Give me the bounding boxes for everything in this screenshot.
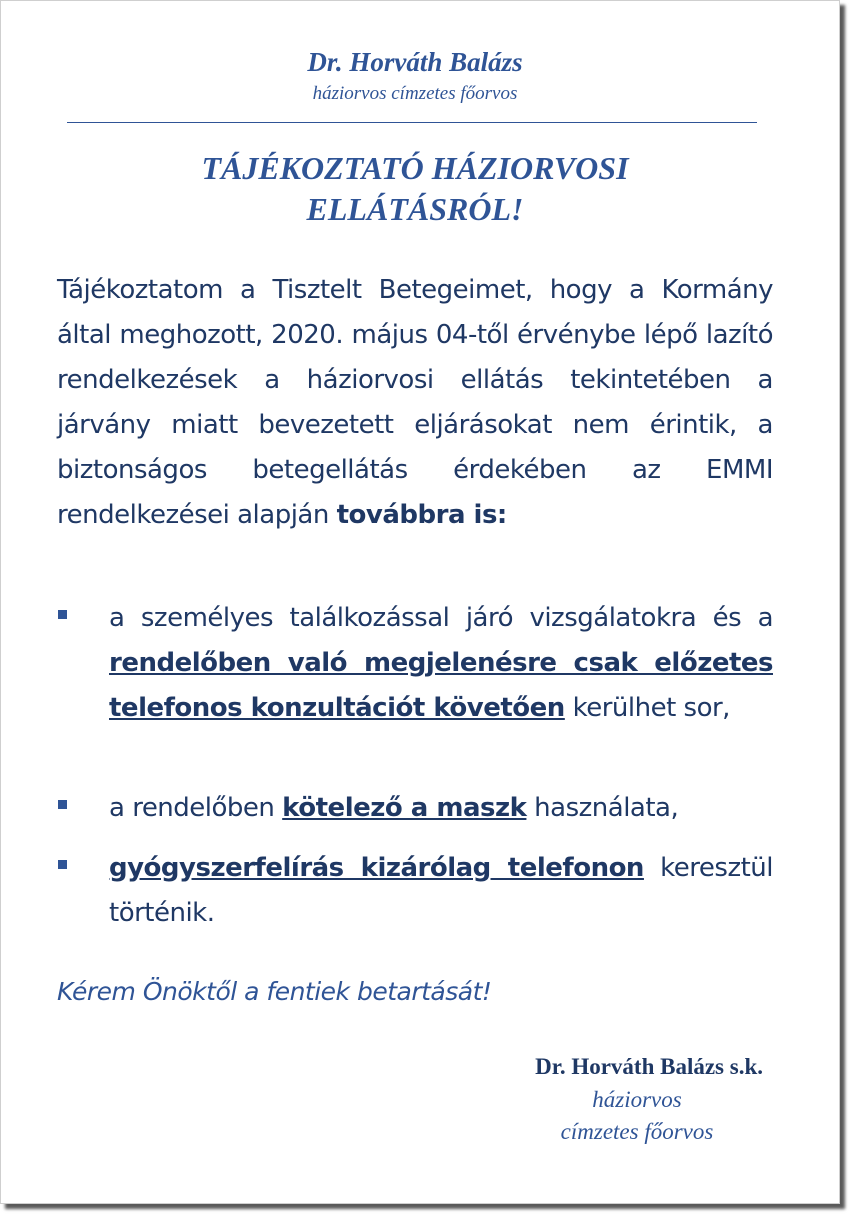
bullet-text-emphasis: rendelőben való megjelenésre csak előzetes telefonos konzultációt követően [109,648,773,723]
bullet-text-emphasis: kötelező a maszk [282,793,527,823]
closing-request: Kérem Önöktől a fentiek betartását! [57,977,492,1006]
bullet-text-before: a rendelőben [109,793,283,823]
bullet-text-after: használata, [526,793,679,823]
header-doctor-title: háziorvos címzetes főorvos [312,83,518,104]
bullet-text-before: a személyes találkozással járó vizsgálatokra és a [109,603,773,633]
bullet-text-after: kerülhet sor, [564,693,730,723]
bullet-text-emphasis: gyógyszerfelírás kizárólag telefonon [109,853,644,883]
intro-emphasis: továbbra is: [336,500,507,530]
intro-paragraph [57,268,773,538]
square-bullet-icon [58,800,67,809]
square-bullet-icon [58,610,67,619]
title-line-2: ELLÁTÁSRÓL! [306,191,524,227]
bullet-text-after: keresztül történik. [109,853,773,928]
title-line-1: TÁJÉKOZTATÓ HÁZIORVOSI [201,150,629,186]
list-item-text [109,846,773,936]
signature-role: háziorvos [592,1087,682,1112]
page-title [1,148,829,230]
list-item-text [109,596,773,731]
header-doctor-name: Dr. Horváth Balázs [307,47,523,77]
intro-text: Tájékoztatom a Tisztelt Betegeimet, hogy a Kormány által meghozott, 2020. május 04-től érvénybe lépő lazító rendelkezések a háziorvosi ellátás tekintetében a járvány miatt bevezetett eljárásokat nem érintik, a biztonságos betegellátás érdekében az EMMI rendelkezései alapján [57,275,773,530]
header-divider [67,122,757,123]
signature-name: Dr. Horváth Balázs s.k. [535,1054,763,1079]
signature-title: címzetes főorvos [560,1119,714,1144]
square-bullet-icon [58,860,67,869]
list-item-text [109,786,773,831]
